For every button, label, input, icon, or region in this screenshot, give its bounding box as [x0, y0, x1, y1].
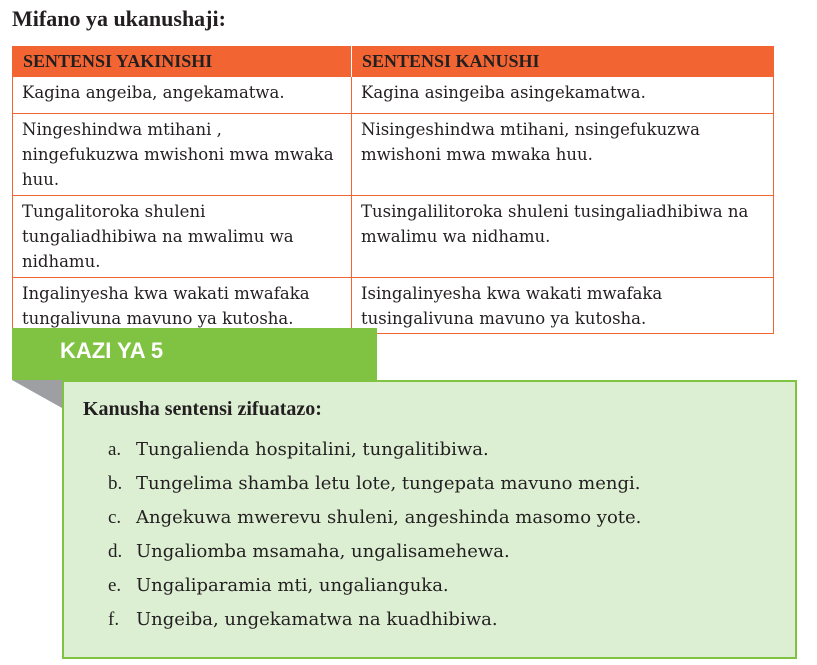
fold-corner-shape — [12, 380, 62, 408]
column-header-negative: SENTENSI KANUSHI — [352, 46, 774, 77]
list-item-text: Ungeiba, ungekamatwa na kuadhibiwa. — [136, 609, 498, 630]
list-item-letter: c. — [108, 507, 122, 528]
task-label-tab — [12, 328, 377, 380]
list-item-text: Tungelima shamba letu lote, tungepata mavuno mengi. — [136, 473, 641, 494]
table-cell: Kagina angeiba, angekamatwa. — [13, 77, 352, 114]
table-cell: Isingalinyesha kwa wakati mwafaka tusingalivuna mavuno ya kutosha. — [352, 278, 774, 334]
examples-table — [12, 46, 774, 334]
task-box — [62, 380, 797, 659]
list-item — [108, 472, 641, 506]
list-item-letter: d. — [108, 541, 123, 562]
list-item-letter: f. — [108, 609, 120, 630]
list-item — [108, 608, 641, 642]
list-item-text: Ungaliparamia mti, ungalianguka. — [136, 575, 449, 596]
column-header-affirmative: SENTENSI YAKINISHI — [13, 46, 352, 77]
table-row — [13, 196, 774, 278]
table-cell: Ingalinyesha kwa wakati mwafaka tungalivuna mavuno ya kutosha. — [13, 278, 352, 334]
list-item-letter: e. — [108, 575, 122, 596]
page-heading: Mifano ya ukanushaji: — [12, 6, 226, 31]
list-item-text: Tungalienda hospitalini, tungalitibiwa. — [136, 439, 489, 460]
table-cell: Ningeshindwa mtihani , ningefukuzwa mwishoni mwa mwaka huu. — [13, 114, 352, 196]
list-item — [108, 506, 641, 540]
table-row — [13, 278, 774, 334]
table-row — [13, 114, 774, 196]
list-item-letter: a. — [108, 439, 122, 460]
table-cell: Nisingeshindwa mtihani, nsingefukuzwa mwishoni mwa mwaka huu. — [352, 114, 774, 196]
task-sentence-list — [108, 438, 641, 642]
list-item-letter: b. — [108, 473, 123, 494]
table-row — [13, 77, 774, 114]
list-item-text: Angekuwa mwerevu shuleni, angeshinda masomo yote. — [136, 507, 642, 528]
table-header-row — [13, 46, 774, 77]
list-item — [108, 574, 641, 608]
task-instruction: Kanusha sentensi zifuatazo: — [83, 398, 322, 420]
table-cell: Kagina asingeiba asingekamatwa. — [352, 77, 774, 114]
list-item — [108, 438, 641, 472]
task-label: KAZI YA 5 — [60, 338, 164, 363]
table-cell: Tungalitoroka shuleni tungaliadhibiwa na mwalimu wa nidhamu. — [13, 196, 352, 278]
table-cell: Tusingalilitoroka shuleni tusingaliadhibiwa na mwalimu wa nidhamu. — [352, 196, 774, 278]
list-item — [108, 540, 641, 574]
list-item-text: Ungaliomba msamaha, ungalisamehewa. — [136, 541, 510, 562]
